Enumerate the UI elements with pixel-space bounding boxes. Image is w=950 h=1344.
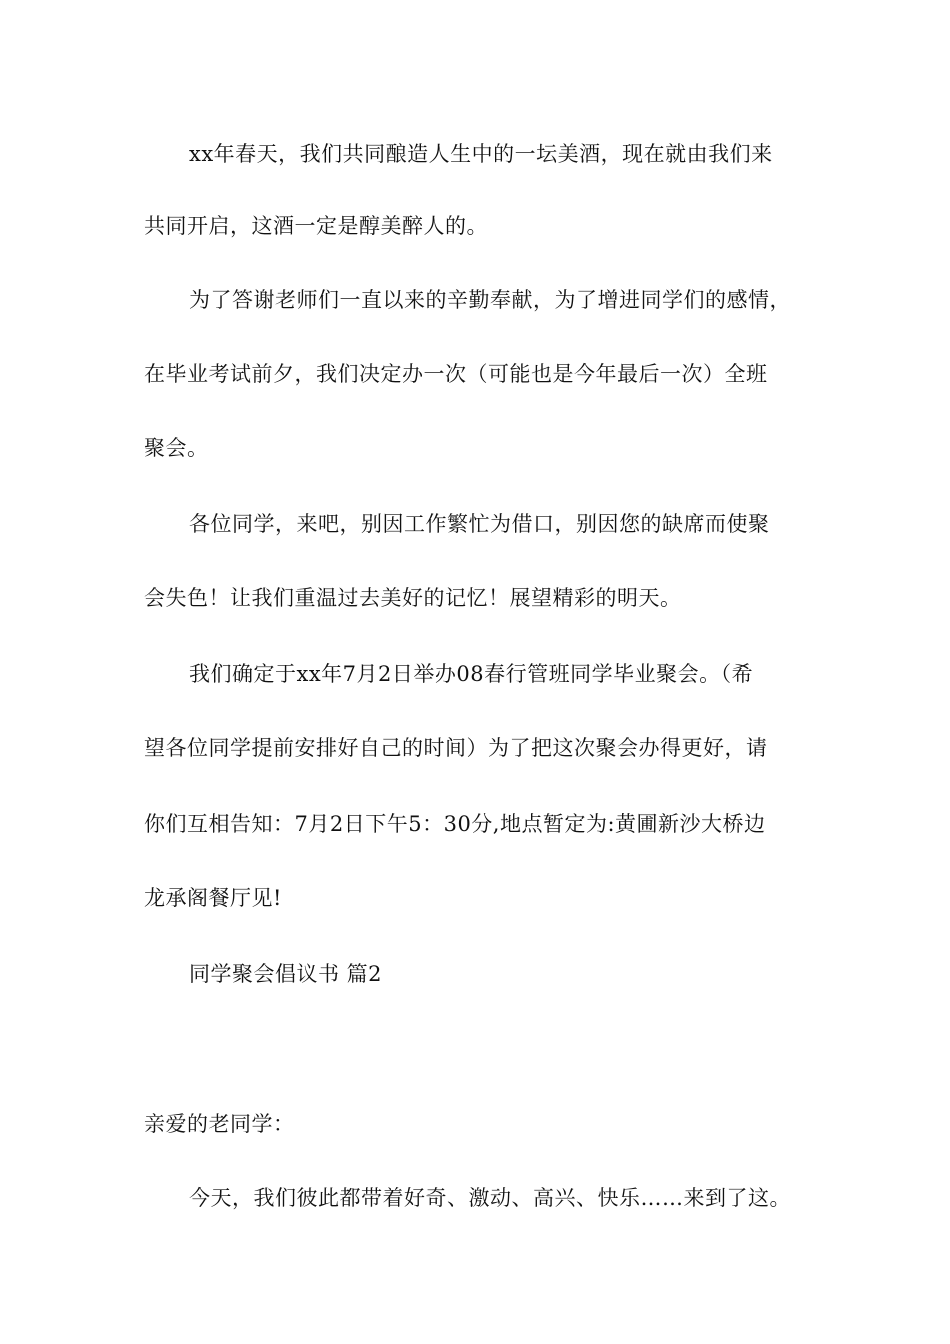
paragraph-2-line-1: 为了答谢老师们一直以来的辛勤奉献，为了增进同学们的感情， (189, 288, 791, 312)
paragraph-1-line-1: xx年春天，我们共同酿造人生中的一坛美酒，现在就由我们来 (189, 142, 773, 166)
paragraph-1-line-2: 共同开启，这酒一定是醇美醉人的。 (144, 214, 488, 238)
paragraph-3-line-2: 会失色！让我们重温过去美好的记忆！展望精彩的明天。 (144, 586, 682, 610)
paragraph-3-line-1: 各位同学，来吧，别因工作繁忙为借口，别因您的缺席而使聚 (189, 512, 770, 536)
paragraph-4-line-2: 望各位同学提前安排好自己的时间）为了把这次聚会办得更好，请 (144, 736, 768, 760)
paragraph-4-line-3: 你们互相告知：7月2日下午5：30分,地点暂定为:黄圃新沙大桥边 (144, 812, 766, 836)
paragraph-5-line-1: 今天，我们彼此都带着好奇、激动、高兴、快乐……来到了这。 (189, 1186, 791, 1210)
salutation: 亲爱的老同学： (144, 1112, 295, 1136)
paragraph-4-line-1: 我们确定于xx年7月2日举办08春行管班同学毕业聚会。（希 (189, 662, 754, 686)
paragraph-2-line-2: 在毕业考试前夕，我们决定办一次（可能也是今年最后一次）全班 (144, 362, 768, 386)
paragraph-4-line-4: 龙承阁餐厅见! (144, 886, 282, 910)
paragraph-2-line-3: 聚会。 (144, 436, 209, 460)
section-heading: 同学聚会倡议书 篇2 (189, 962, 383, 986)
